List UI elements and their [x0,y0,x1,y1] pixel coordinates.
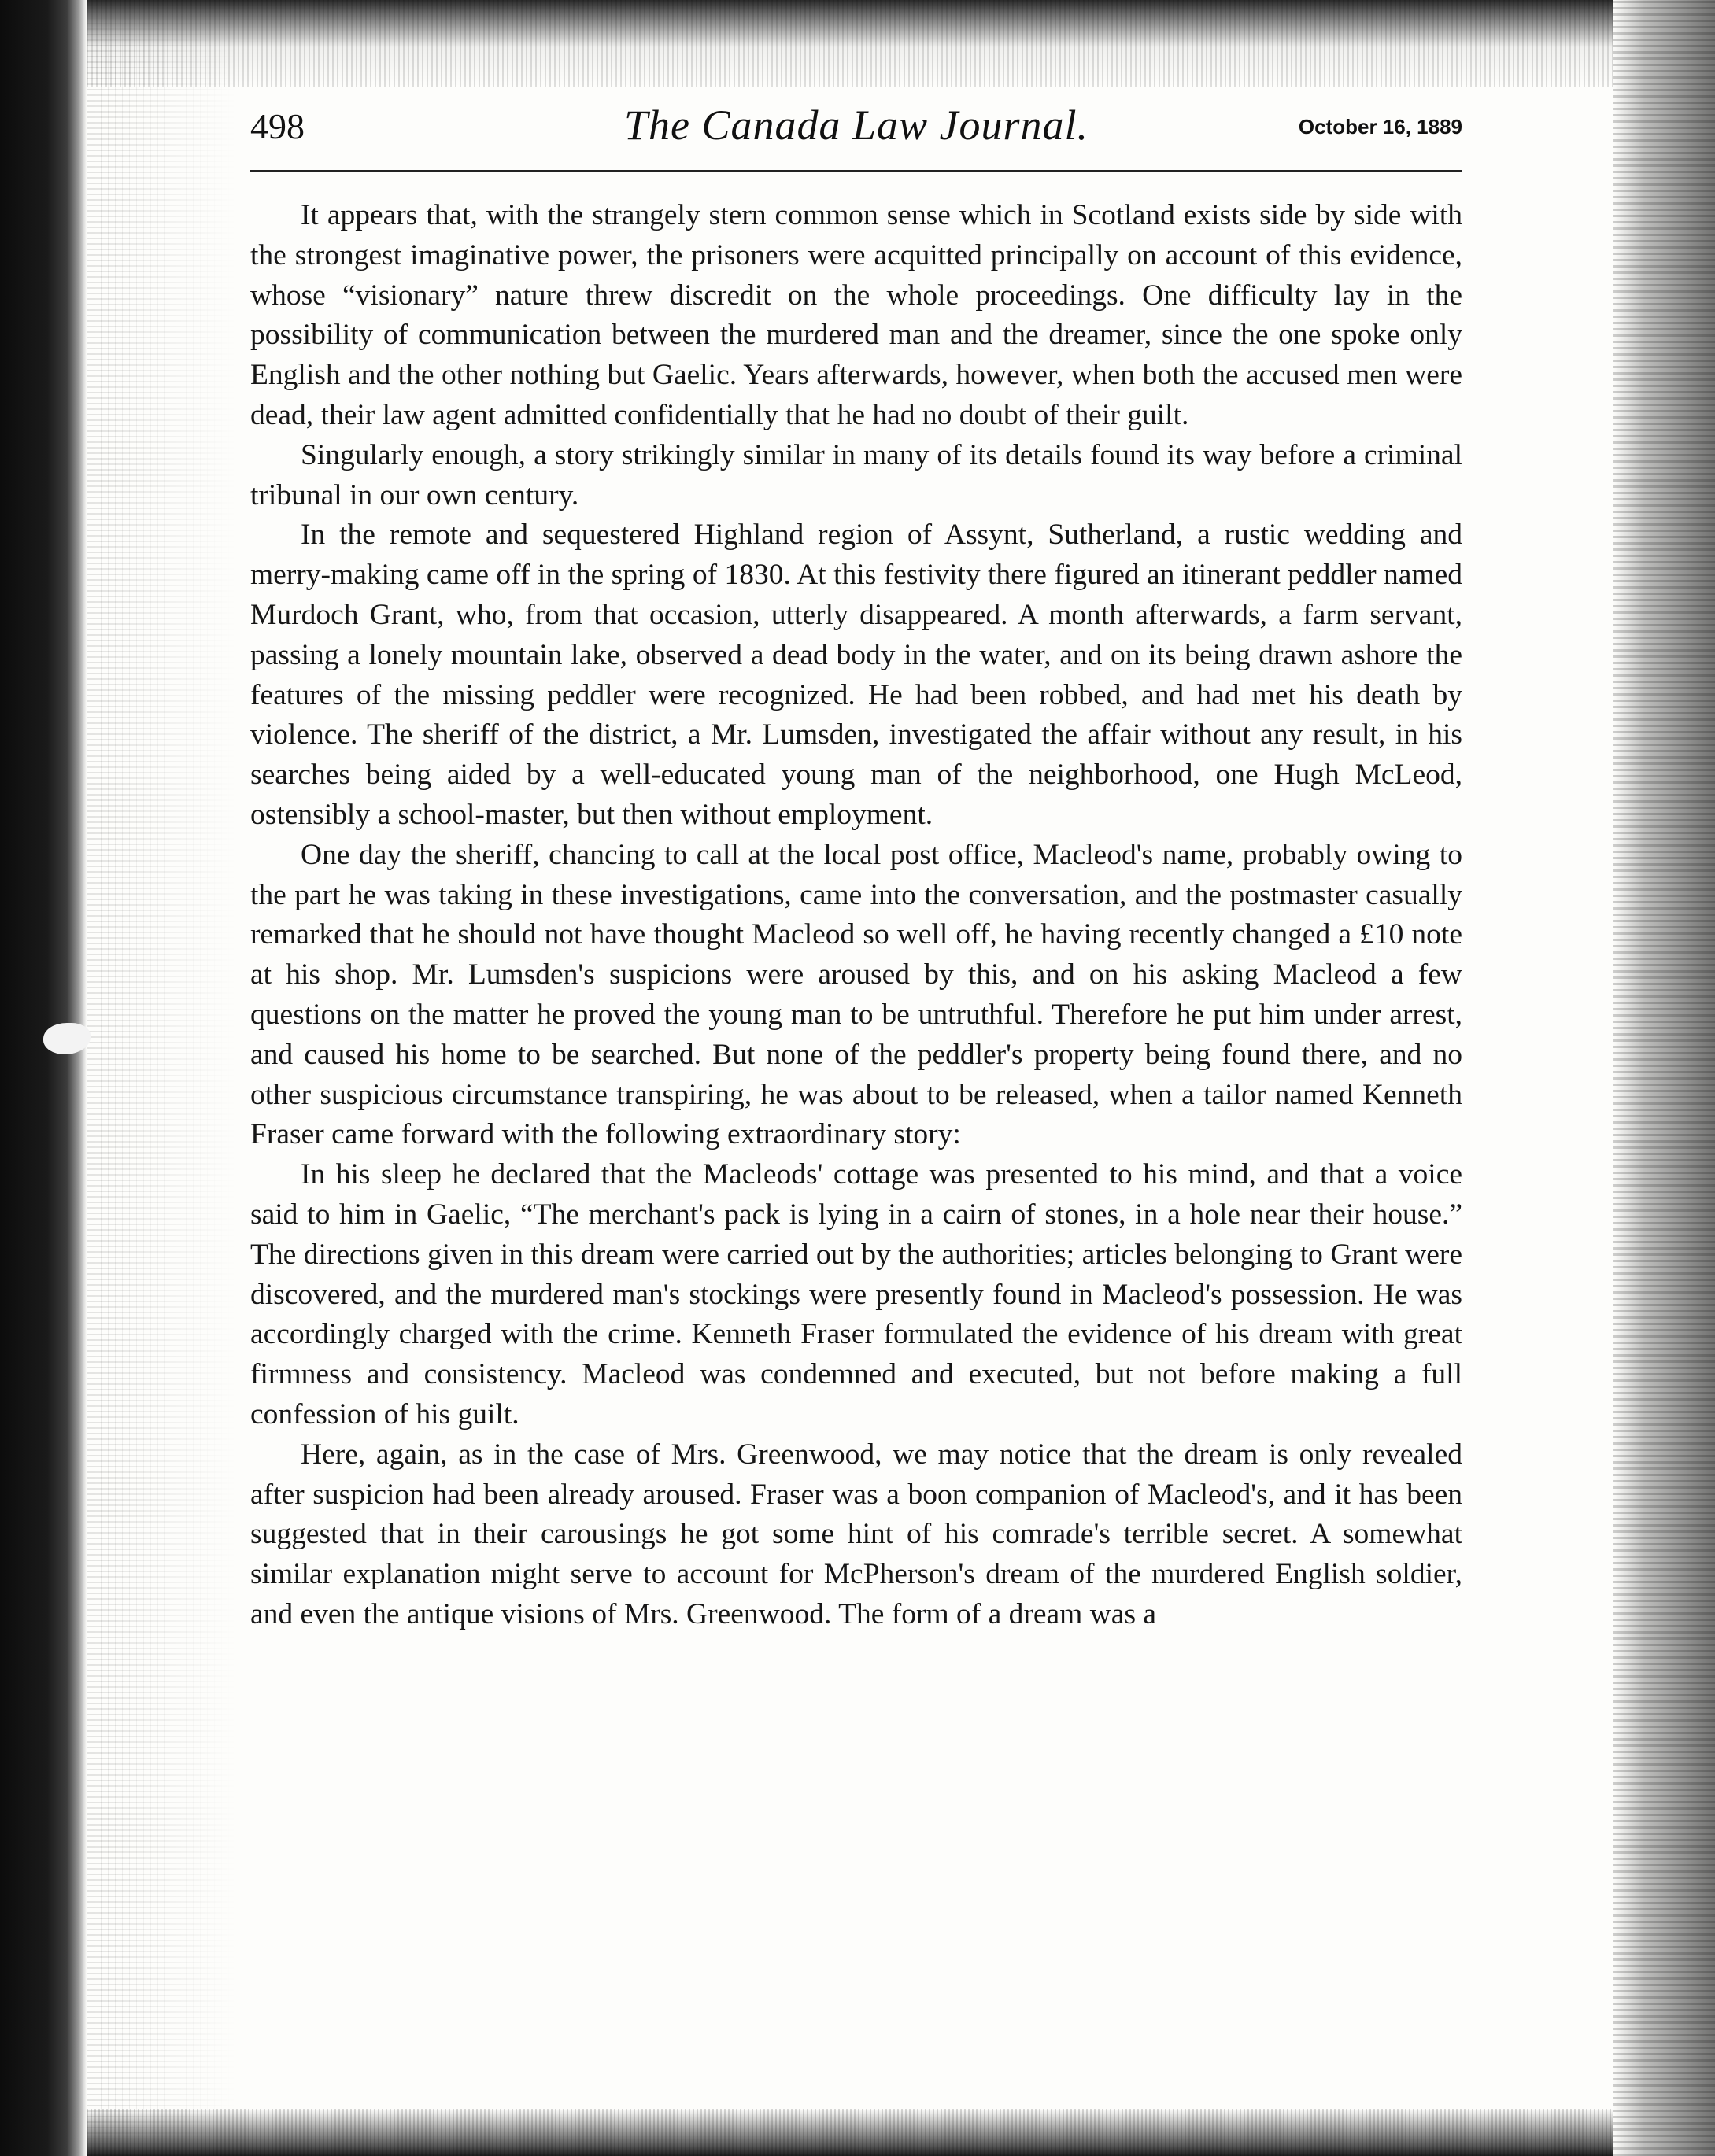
journal-page [250,101,1462,1635]
paragraph: In his sleep he declared that the Macleods' cottage was presented to his mind, and that a voice said to him in Gaelic, “The merchant's pack is lying in a cairn of stones, in a hole near their house.” The directions given in this dream were carried out by the authorities; articles belonging to Grant were discovered, and the murdered man's stockings were presently found in Macleod's possession. He was accordingly charged with the crime. Kenneth Fraser formulated the evidence of his dream with great firmness and consistency. Macleod was condemned and executed, but not before making a full confession of his guilt. [250,1158,1462,1431]
paragraph: It appears that, with the strangely stern common sense which in Scotland exists side by side with the strongest imaginative power, the prisoners were acquitted principally on account of this evidence, whose “visionary” nature threw discredit on the whole proceedings. One difficulty lay in the possibility of communication between the murdered man and the dreamer, since the one spoke only English and the other nothing but Gaelic. Years afterwards, however, when both the accused men were dead, their law agent admitted confidentially that he had no doubt of their guilt. [250,199,1462,431]
article-body [250,196,1462,1635]
scan-edge-bottom [87,2109,1613,2156]
paragraph: Singularly enough, a story strikingly similar in many of its details found its way before a criminal tribunal in our own century. [250,438,1462,511]
journal-title: The Canada Law Journal. [623,102,1089,149]
scan-noise-left [87,0,236,2156]
page-number: 498 [250,106,305,146]
running-head [250,101,1462,167]
issue-date: October 16, 1889 [1298,115,1462,138]
paragraph: One day the sheriff, chancing to call at the local post office, Macleod's name, probably owing to the part he was taking in these investigations, came into the conversation, and the postmaster casually remarked that he should not have thought Macleod so well off, he having recently changed a £10 note at his shop. Mr. Lumsden's suspicions were aroused by this, and on his asking Macleod a few questions on the matter he proved the young man to be untruthful. Therefore he put him under arrest, and caused his home to be searched. But none of the peddler's property being found there, and no other suspicious circumstance transpiring, he was about to be released, when a tailor named Kenneth Fraser came forward with the following extraordinary story: [250,838,1462,1151]
scan-edge-top [87,0,1613,87]
header-rule [250,170,1462,172]
binding-shadow [0,0,87,2156]
paragraph: Here, again, as in the case of Mrs. Greenwood, we may notice that the dream is only revealed after suspicion had been already aroused. Fraser was a boon companion of Macleod's, and it has been suggested that in their carousings he got some hint of his comrade's terrible secret. A somewhat similar explanation might serve to account for McPherson's dream of the murdered English soldier, and even the antique visions of Mrs. Greenwood. The form of a dream was a [250,1438,1462,1630]
paragraph: In the remote and sequestered Highland region of Assynt, Sutherland, a rustic wedding and merry-making came off in the spring of 1830. At this festivity there figured an itinerant peddler named Murdoch Grant, who, from that occasion, utterly disappeared. A month afterwards, a farm servant, passing a lonely mountain lake, observed a dead body in the water, and on its being drawn ashore the features of the missing peddler were recognized. He had been robbed, and had met his death by violence. The sheriff of the district, a Mr. Lumsden, investigated the affair without any result, in his searches being aided by a well-educated young man of the neighborhood, one Hugh McLeod, ostensibly a school-master, but then without employment. [250,519,1462,831]
scan-edge-right [1613,0,1715,2156]
